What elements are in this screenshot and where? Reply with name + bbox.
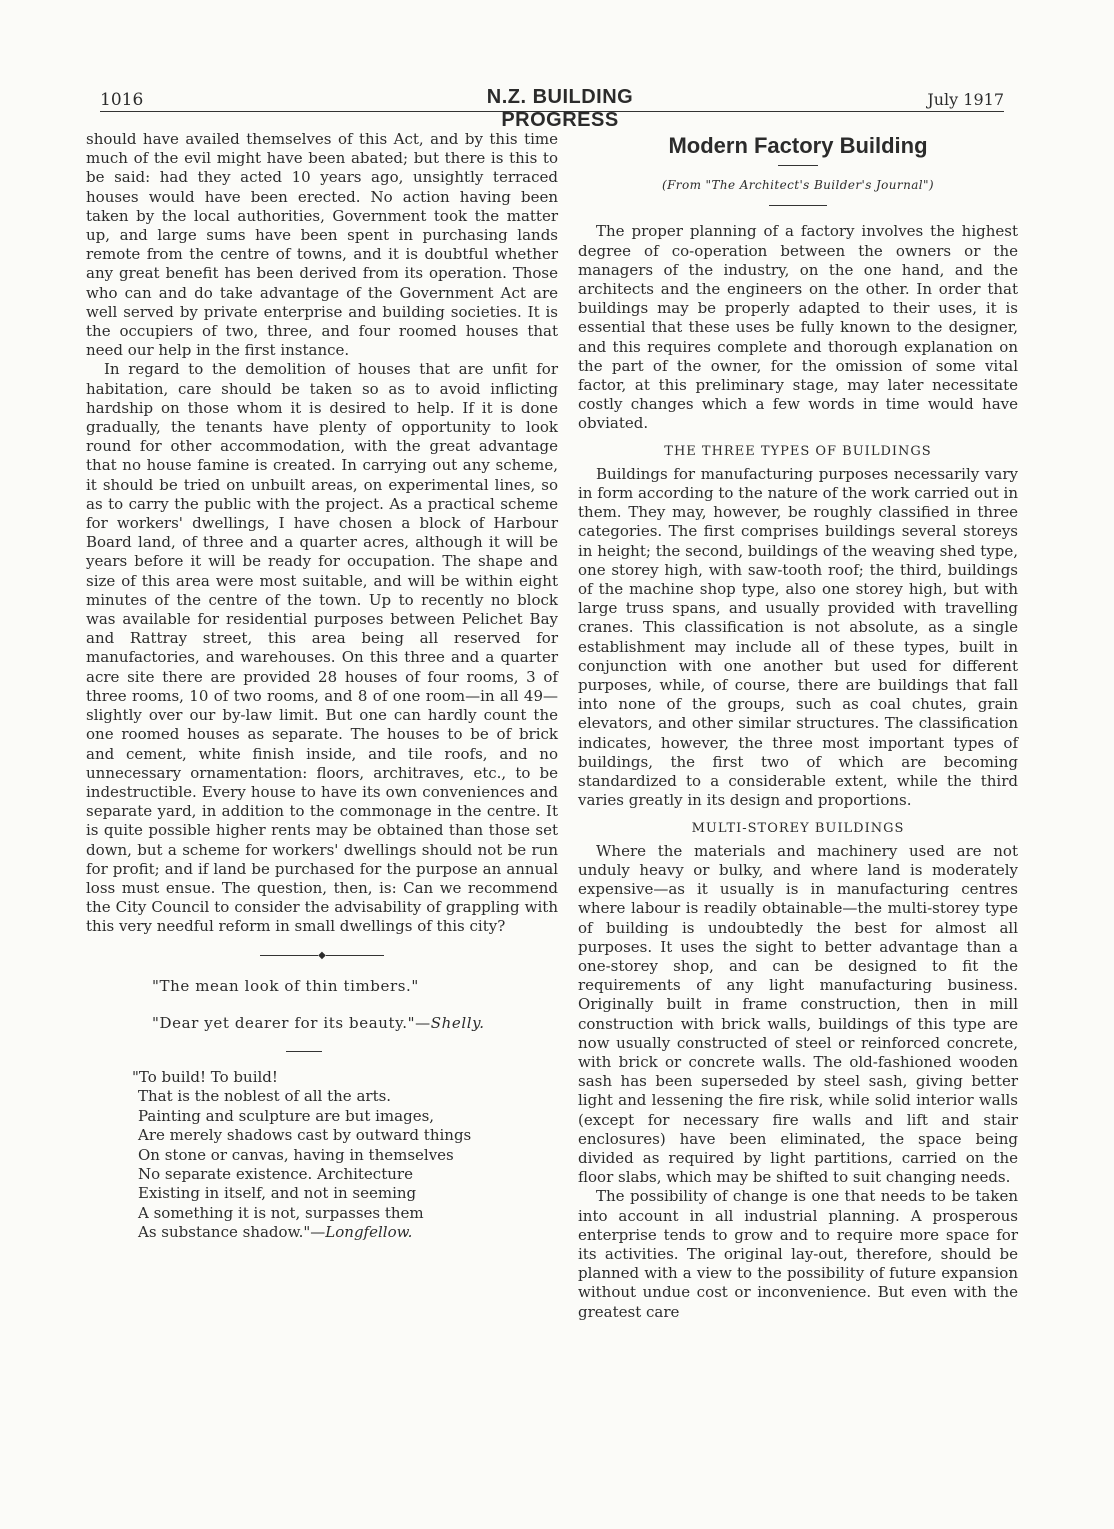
article-source: (From "The Architect's Builder's Journal") [662,178,934,193]
poem [132,1068,558,1243]
quote-beauty-text: "Dear yet dearer for its beauty."— [152,1013,431,1032]
page-number: 1016 [100,90,144,110]
poem-line: "To build! To build! [132,1067,278,1086]
poem-line: As substance shadow."— [138,1223,326,1242]
poem-line: Painting and sculpture are but images, [138,1106,435,1125]
right-column [578,130,1018,1322]
left-column [86,130,558,1243]
poem-line: On stone or canvas, having in themselves [138,1145,454,1164]
types-paragraph: Buildings for manufacturing purposes necessarily vary in form according to the nature of the work carried out in them. They may, however, be roughly classified in three categories. The first comprises buildings several storeys in height; the second, buildings of the weaving shed type, one storey high, with saw-tooth roof; the third, buildings of the machine shop type, also one storey high, but with large truss spans, and usually provided with travelling cranes. This classification is not absolute, as a single establishment may include all of these types, built in conjunction with one another but used for different purposes, while, of course, there are buildings that fall into none of the groups, such as coal chutes, grain elevators, and other similar structures. The classification indicates, however, the three most important types of buildings, the first two of which are becoming standardized to a considerable extent, while the third varies greatly in its design and proportions. [578,464,1018,810]
multi-storey-paragraph: Where the materials and machinery used are not unduly heavy or bulky, and where land is moderately expensive—as it usually is in manufacturing centres where labour is readily obtainable—the multi-storey type of building is undoubtedly the best for almost all purposes. It uses the sight to better advantage than a one-storey shop, and can be designed to fit the requirements of any light manufacturing business. Originally built in frame construction, then in mill construction with brick walls, buildings of this type are now usually constructed of steel or reinforced concrete, with brick or concrete walls. The old-fashioned wooden sash has been superseded by steel sash, giving better light and lessening the fire risk, while solid interior walls (except for necessary fire walls and lift and stair enclosures) have been eliminated, the space being divided as required by light partitions, carried on the floor slabs, which may be shifted to suit changing needs. [578,841,1018,1187]
poem-author: Longfellow. [325,1223,413,1242]
poem-line: Are merely shadows cast by outward things [138,1126,472,1145]
quote-timbers: "The mean look of thin timbers." [152,976,419,995]
header-rule [100,111,1004,112]
source-rule [769,205,827,206]
quote-beauty [134,1014,558,1033]
quote-divider [286,1051,322,1052]
left-paragraph-2: In regard to the demolition of houses that are unfit for habitation, care should be taken so as to avoid inflicting hardship on those whom it is desired to help. If it is done gradually, the tenants have plenty of opportunity to look round for other accommodation, with the great advantage that no house famine is created. In carrying out any scheme, it should be tried on unbuilt areas, on experimental lines, so as to carry the public with the project. As a practical scheme for workers' dwellings, I have chosen a block of Harbour Board land, of three and a quarter acres, although it will be years before it will be ready for occupation. The shape and size of this area were most suitable, and will be within eight minutes of the centre of the town. Up to recently no block was available for residential purposes between Pelichet Bay and Rattray street, this area being all reserved for manufactories, and warehouses. On this three and a quarter acre site there are provided 28 houses of four rooms, 3 of three rooms, 10 of two rooms, and 8 of one room—in all 49—slightly over our by-law limit. But one can hardly count the one roomed houses as separate. The houses to be of brick and cement, white finish inside, and tile roofs, and no unnecessary ornamentation: floors, architraves, etc., to be indestructible. Every house to have its own conveniences and separate yard, in addition to the commonage in the centre. It is quite possible higher rents may be obtained than those set down, but a scheme for workers' dwellings should not be run for profit; and if land be purchased for the purpose an annual loss must ensue. The question, then, is: Can we recommend the City Council to consider the advisability of grappling with this very needful reform in small dwellings of this city? [86,360,558,936]
section-heading-multi-storey: MULTI-STOREY BUILDINGS [691,820,905,836]
article-title: Modern Factory Building [668,133,928,158]
intro-paragraph: The proper planning of a factory involves the highest degree of co-operation between the owners or the managers of the industry, on the one hand, and the architects and the engineers on the other. In order that buildings may be properly adapted to their uses, it is essential that these uses be fully known to the designer, and this requires complete and thorough explanation on the part of the owner, for the omission of some vital factor, at this preliminary stage, may later necessitate costly changes which a few words in time would have obviated. [578,222,1018,433]
quote-beauty-author: Shelly. [430,1013,485,1032]
change-paragraph: The possibility of change is one that needs to be taken into account in all industrial planning. A prosperous enterprise tends to grow and to require more space for its activities. The original lay-out, therefore, should be planned with a view to the possibility of future expansion without undue cost or inconvenience. But even with the greatest care [578,1187,1018,1321]
section-heading-types: THE THREE TYPES OF BUILDINGS [664,443,932,459]
poem-line: Existing in itself, and not in seeming [138,1184,417,1203]
left-paragraph-1: should have availed themselves of this Act, and by this time much of the evil might have been abated; but there is this to be said: had they acted 10 years ago, unsightly terraced houses would have been erected. No action having been taken by the local authorities, Government took the matter up, and large sums have been spent in purchasing lands remote from the centre of towns, and it is doubtful whether any great benefit has been derived from its operation. Those who can and do take advantage of the Government Act are well served by private enterprise and building societies. It is the occupiers of two, three, and four roomed houses that need our help in the first instance. [86,130,558,360]
poem-line: A something it is not, surpasses them [138,1203,424,1222]
ornament-divider: ◆ [86,951,558,961]
poem-line: That is the noblest of all the arts. [138,1087,392,1106]
poem-line: No separate existence. Architecture [138,1164,413,1183]
journal-title: N.Z. BUILDING PROGRESS [486,86,634,131]
quotations [86,977,558,1033]
poem-last-line [138,1223,558,1242]
title-rule [778,165,818,166]
issue-date: July 1917 [927,90,1004,109]
